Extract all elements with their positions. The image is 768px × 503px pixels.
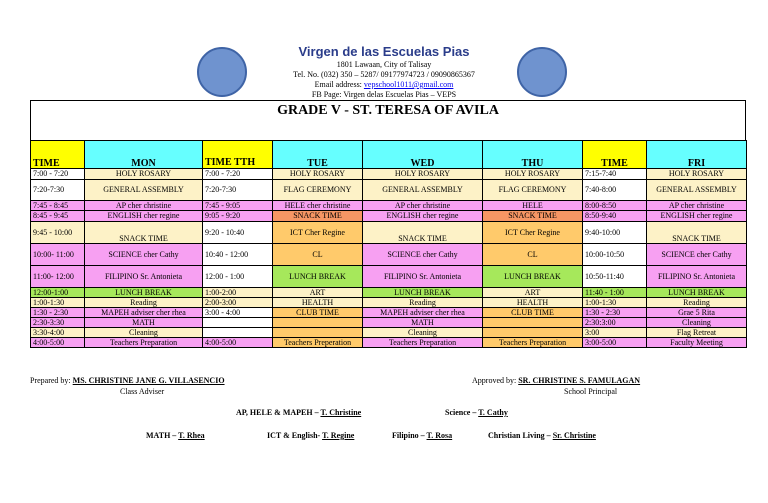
table-cell: 1:30 - 2:30 [583, 308, 647, 318]
table-cell: SNACK TIME [647, 222, 747, 244]
table-cell: SNACK TIME [273, 211, 363, 222]
table-cell: HELE [483, 201, 583, 211]
table-cell: Teachers Preperation [273, 338, 363, 348]
col-header-thu: THU [483, 141, 583, 169]
table-cell [483, 328, 583, 338]
approved-by-label: Approved by: [472, 376, 519, 385]
table-cell: LUNCH BREAK [483, 266, 583, 288]
table-cell: Reading [363, 298, 483, 308]
table-cell: 12:00 - 1:00 [203, 266, 273, 288]
col-header-fri: FRI [647, 141, 747, 169]
facebook-page: FB Page: Virgen delas Escuelas Pias – VEPS [311, 90, 457, 99]
table-cell: 7:45 - 8:45 [31, 201, 85, 211]
table-cell: 10:00- 11:00 [31, 244, 85, 266]
subject-label: Filipino – [392, 431, 427, 440]
approved-by-name: SR. CHRISTINE S. FAMULAGAN [518, 376, 641, 385]
table-cell: Cleaning [85, 328, 203, 338]
table-cell: 7:45 - 9:05 [203, 201, 273, 211]
table-cell: MATH [363, 318, 483, 328]
table-cell: FILIPINO Sr. Antonieta [85, 266, 203, 288]
class-schedule-table [30, 140, 747, 348]
table-cell: 1:00-1:30 [583, 298, 647, 308]
table-row [31, 266, 747, 288]
table-cell: HOLY ROSARY [273, 169, 363, 180]
subject-teacher-science [445, 408, 508, 417]
table-cell: LUNCH BREAK [273, 266, 363, 288]
teacher-name: T. Regine [322, 431, 355, 440]
teacher-name: T. Rosa [426, 431, 453, 440]
table-cell: 9:40-10:00 [583, 222, 647, 244]
email-label: Email address: [314, 80, 364, 89]
table-cell: 7:15-7:40 [583, 169, 647, 180]
col-header-wed: WED [363, 141, 483, 169]
table-cell: HOLY ROSARY [483, 169, 583, 180]
subject-teacher-ap-hele-mapeh [236, 408, 361, 417]
col-header-time-fri: TIME [583, 141, 647, 169]
school-email [0, 80, 768, 90]
prepared-by [30, 376, 225, 386]
school-telephone: Tel. No. (032) 350 – 5287/ 09177974723 / 09090865367 [293, 70, 475, 79]
prepared-by-name: MS. CHRISTINE JANE G. VILLASENCIO [72, 376, 225, 385]
table-cell [483, 318, 583, 328]
table-cell: 10:50-11:40 [583, 266, 647, 288]
table-cell: Teachers Preparation [363, 338, 483, 348]
table-cell: CL [483, 244, 583, 266]
subject-teacher-math [146, 431, 205, 440]
table-cell: SNACK TIME [363, 222, 483, 244]
table-cell: HEALTH [273, 298, 363, 308]
approved-by-role: School Principal [564, 387, 618, 396]
subject-label: Science – [445, 408, 479, 417]
table-cell: AP cher christine [363, 201, 483, 211]
teacher-name: T. Christine [320, 408, 362, 417]
table-cell: MAPEH adviser cher rhea [85, 308, 203, 318]
col-header-tue: TUE [273, 141, 363, 169]
table-row [31, 328, 747, 338]
table-row [31, 222, 747, 244]
table-cell: ART [273, 288, 363, 298]
table-cell: 3:00-5:00 [583, 338, 647, 348]
table-row [31, 180, 747, 201]
schedule-title: GRADE V - ST. TERESA OF AVILA [277, 103, 499, 118]
col-header-mon: MON [85, 141, 203, 169]
table-cell: Reading [647, 298, 747, 308]
table-cell: 1:00-2:00 [203, 288, 273, 298]
subject-label: Christian Living – [488, 431, 553, 440]
prepared-by-role: Class Adviser [120, 387, 165, 396]
table-cell [273, 328, 363, 338]
table-row [31, 211, 747, 222]
table-row [31, 338, 747, 348]
table-cell: ART [483, 288, 583, 298]
table-cell: 7:00 - 7:20 [203, 169, 273, 180]
subject-teacher-ict-english [267, 431, 354, 440]
table-row [31, 308, 747, 318]
table-cell: 7:20-7:30 [203, 180, 273, 201]
table-cell: 2:00-3:00 [203, 298, 273, 308]
col-header-time-tth: TIME TTH [203, 141, 273, 169]
email-link[interactable]: vepschool1011@gmail.com [363, 80, 454, 89]
table-cell: MATH [85, 318, 203, 328]
table-cell: 7:20-7:30 [31, 180, 85, 201]
table-cell: FILIPINO Sr. Antonieta [363, 266, 483, 288]
table-cell: 4:00-5:00 [31, 338, 85, 348]
table-cell: 12:00-1:00 [31, 288, 85, 298]
table-cell: 8:50-9:40 [583, 211, 647, 222]
table-cell: 8:00-8:50 [583, 201, 647, 211]
teacher-name: T. Cathy [478, 408, 508, 417]
table-cell: CL [273, 244, 363, 266]
table-cell: 1:00-1:30 [31, 298, 85, 308]
table-cell: HOLY ROSARY [363, 169, 483, 180]
table-cell: LUNCH BREAK [85, 288, 203, 298]
prepared-by-label: Prepared by: [30, 376, 73, 385]
table-cell: 9:20 - 10:40 [203, 222, 273, 244]
table-cell: Teachers Preparation [85, 338, 203, 348]
table-cell: HELE cher christine [273, 201, 363, 211]
table-row [31, 169, 747, 180]
table-cell: 7:40-8:00 [583, 180, 647, 201]
table-cell: 7:00 - 7:20 [31, 169, 85, 180]
teacher-name: T. Rhea [178, 431, 205, 440]
subject-label: MATH – [146, 431, 179, 440]
table-cell: GENERAL ASSEMBLY [647, 180, 747, 201]
table-cell: SNACK TIME [85, 222, 203, 244]
table-cell: SNACK TIME [483, 211, 583, 222]
table-row [31, 298, 747, 308]
table-cell: 3:30-4:00 [31, 328, 85, 338]
subject-teacher-filipino [392, 431, 452, 440]
col-header-time: TIME [31, 141, 85, 169]
school-address: 1801 Lawaan, City of Talisay [336, 60, 432, 69]
table-cell: LUNCH BREAK [363, 288, 483, 298]
table-cell: SCIENCE cher Cathy [85, 244, 203, 266]
table-cell: Faculty Meeting [647, 338, 747, 348]
table-cell: SCIENCE cher Cathy [647, 244, 747, 266]
table-cell [203, 328, 273, 338]
table-row [31, 244, 747, 266]
table-cell: GENERAL ASSEMBLY [85, 180, 203, 201]
table-cell: CLUB TIME [273, 308, 363, 318]
subject-teacher-christian-living [488, 431, 596, 440]
table-cell: 10:40 - 12:00 [203, 244, 273, 266]
table-cell: LUNCH BREAK [647, 288, 747, 298]
subject-label: AP, HELE & MAPEH – [236, 408, 321, 417]
table-row [31, 288, 747, 298]
table-cell: ICT Cher Regine [273, 222, 363, 244]
table-cell: Cleaning [647, 318, 747, 328]
table-cell [203, 318, 273, 328]
table-cell: HOLY ROSARY [647, 169, 747, 180]
table-cell: ENGLISH cher regine [85, 211, 203, 222]
table-cell [273, 318, 363, 328]
table-cell: 1:30 - 2:30 [31, 308, 85, 318]
table-cell: ENGLISH cher regine [647, 211, 747, 222]
subject-label: ICT & English- [267, 431, 323, 440]
table-cell: 2:30-3:30 [31, 318, 85, 328]
table-cell: 9:45 - 10:00 [31, 222, 85, 244]
table-cell: Grae 5 Rita [647, 308, 747, 318]
table-cell: 8:45 - 9:45 [31, 211, 85, 222]
approved-by [472, 376, 640, 386]
table-cell: SCIENCE cher Cathy [363, 244, 483, 266]
table-cell: 3:00 - 4:00 [203, 308, 273, 318]
table-cell: Flag Retreat [647, 328, 747, 338]
table-cell: HEALTH [483, 298, 583, 308]
table-cell: GENERAL ASSEMBLY [363, 180, 483, 201]
table-cell: 4:00-5:00 [203, 338, 273, 348]
table-cell: Teachers Preparation [483, 338, 583, 348]
table-cell: AP cher christine [647, 201, 747, 211]
table-cell: ENGLISH cher regine [363, 211, 483, 222]
table-cell: 2:30:3:00 [583, 318, 647, 328]
table-cell: FILIPINO Sr. Antonieta [647, 266, 747, 288]
header-row [31, 141, 747, 169]
table-cell: 11:40 - 1:00 [583, 288, 647, 298]
table-cell: 10:00-10:50 [583, 244, 647, 266]
table-cell: 3:00 [583, 328, 647, 338]
teacher-name: Sr. Christine [552, 431, 596, 440]
table-row [31, 318, 747, 328]
table-cell: AP cher christine [85, 201, 203, 211]
table-cell: FLAG CEREMONY [483, 180, 583, 201]
table-cell: FLAG CEREMONY [273, 180, 363, 201]
table-cell: CLUB TIME [483, 308, 583, 318]
table-cell: HOLY ROSARY [85, 169, 203, 180]
table-cell: 11:00- 12:00 [31, 266, 85, 288]
school-name: Virgen de las Escuelas Pias [298, 44, 470, 59]
table-row [31, 201, 747, 211]
table-cell: Cleaning [363, 328, 483, 338]
table-cell: Reading [85, 298, 203, 308]
table-cell: 9:05 - 9:20 [203, 211, 273, 222]
table-cell: ICT Cher Regine [483, 222, 583, 244]
table-cell: MAPEH adviser cher rhea [363, 308, 483, 318]
